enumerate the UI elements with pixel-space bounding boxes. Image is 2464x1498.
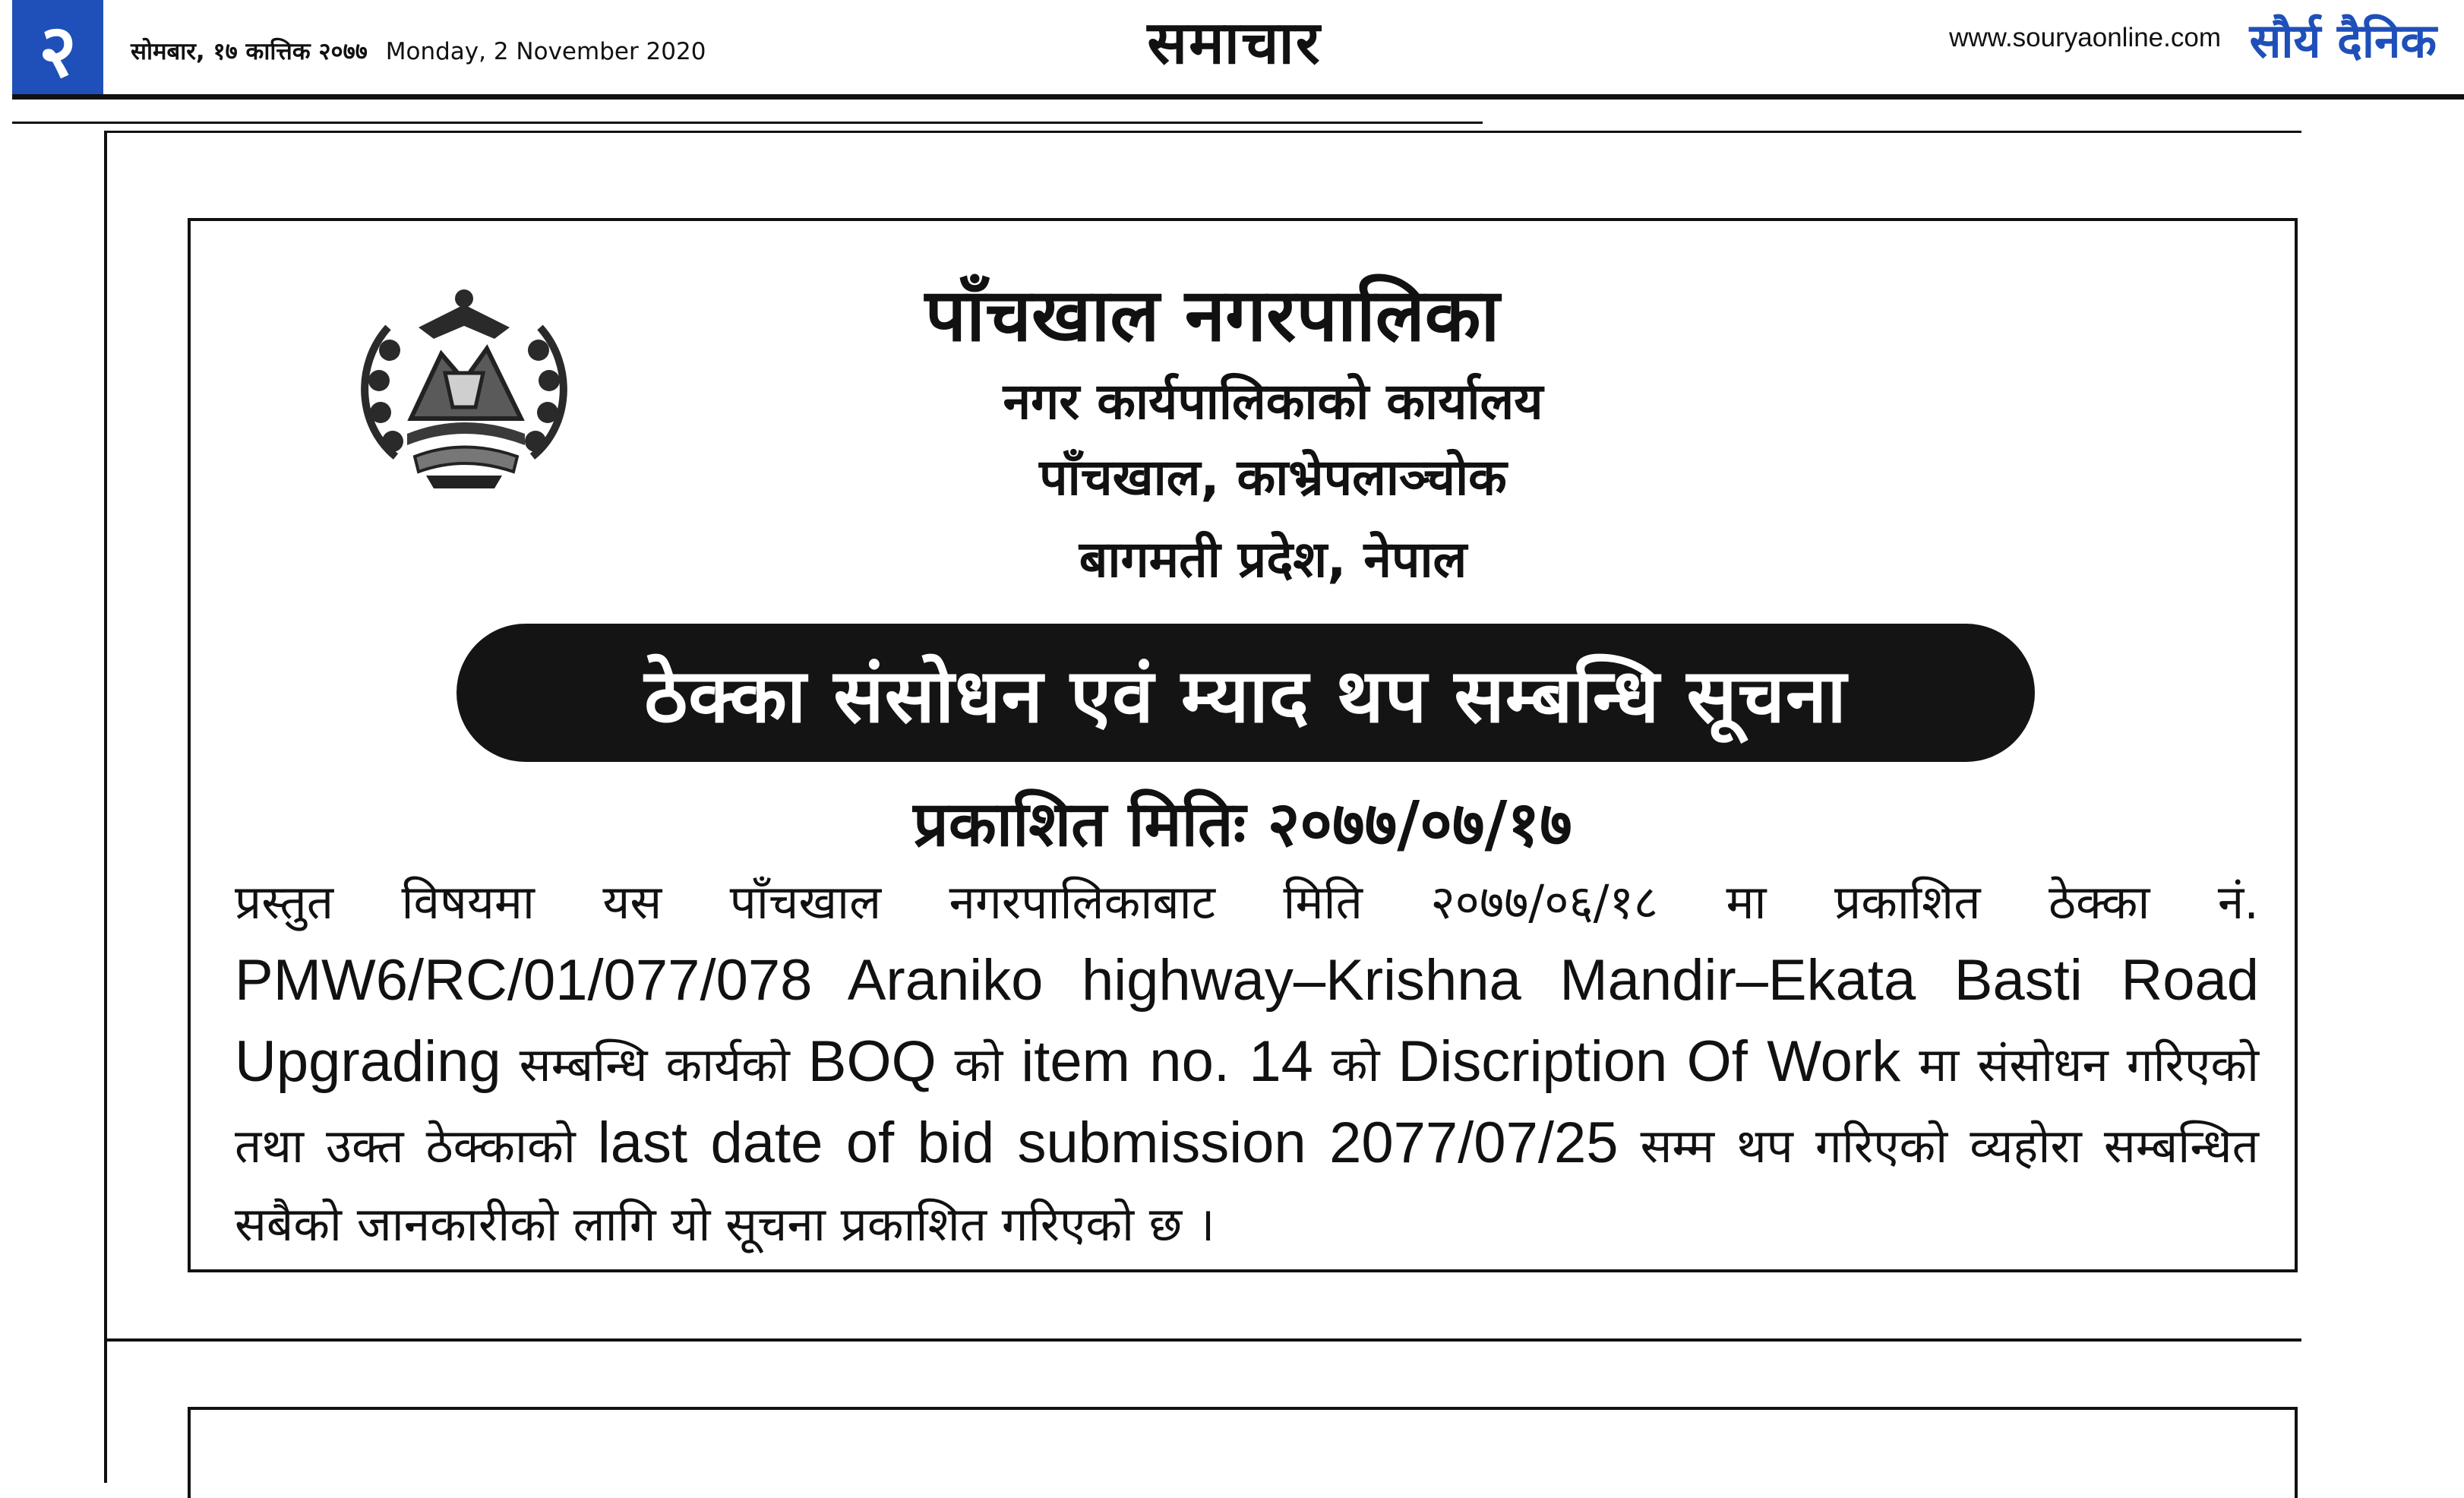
website-url[interactable]: www.souryaonline.com <box>1949 23 2221 52</box>
office-name: नगर कार्यपालिकाको कार्यालय <box>1003 372 1543 431</box>
issue-date-english: Monday, 2 November 2020 <box>385 38 706 65</box>
body-segment: को <box>1331 1037 1380 1092</box>
boq-label: BOQ <box>807 1029 937 1094</box>
page-frame-left <box>104 131 107 1483</box>
masthead-rule <box>12 94 2464 100</box>
body-segment: को <box>954 1037 1003 1092</box>
body-segment: मा संसोधन गरिएको तथा उक्त ठेक्काको <box>235 1037 2260 1174</box>
section-title: समाचार <box>1147 9 1322 77</box>
province-country: बागमती प्रदेश, नेपाल <box>1079 530 1467 589</box>
published-date: प्रकाशित मितिः २०७७/०७/१७ <box>913 789 1572 861</box>
body-segment: सम्बन्धि कार्यको <box>519 1037 790 1092</box>
tender-notice <box>188 218 2298 1272</box>
office-address: पाँचखाल, काभ्रेपलाञ्चोक <box>1039 448 1507 507</box>
next-notice-box <box>188 1407 2298 1498</box>
municipality-name: पाँचखाल नगरपालिका <box>924 273 1500 358</box>
item-number: item no. 14 <box>1021 1029 1313 1094</box>
contract-reference: PMW6/RC/01/077/078 Araniko highway–Krishna Mandir–Ekata Basti Road Upgrading <box>235 948 2259 1094</box>
description-of-work: Discription Of Work <box>1398 1029 1901 1094</box>
newspaper-brand: सौर्य दैनिक <box>2249 13 2437 68</box>
section-divider <box>104 1338 2301 1342</box>
column-rule <box>12 122 1483 124</box>
masthead <box>0 0 2464 100</box>
issue-date <box>131 35 706 67</box>
body-segment: सम्म थप गरिएको व्यहोरा सम्बन्धित सबैको जानकारीको लागि यो सूचना प्रकाशित गरिएको छ । <box>235 1118 2259 1252</box>
page-frame-top <box>104 131 1485 133</box>
issue-date-nepali: सोमबार, १७ कात्तिक २०७७ <box>131 38 368 65</box>
page-number-badge: २ <box>12 0 103 96</box>
bid-deadline: last date of bid submission 2077/07/25 <box>597 1111 1619 1175</box>
column-rule-right <box>1483 131 2301 133</box>
notice-headline: ठेक्का संसोधन एवं म्याद थप सम्बन्धि सूचना <box>456 624 2035 762</box>
notice-body <box>235 863 2259 1263</box>
body-segment: प्रस्तुत विषयमा यस पाँचखाल नगरपालिकाबाट मिति २०७७/०६/१८ मा प्रकाशित ठेक्का नं. <box>235 874 2259 930</box>
